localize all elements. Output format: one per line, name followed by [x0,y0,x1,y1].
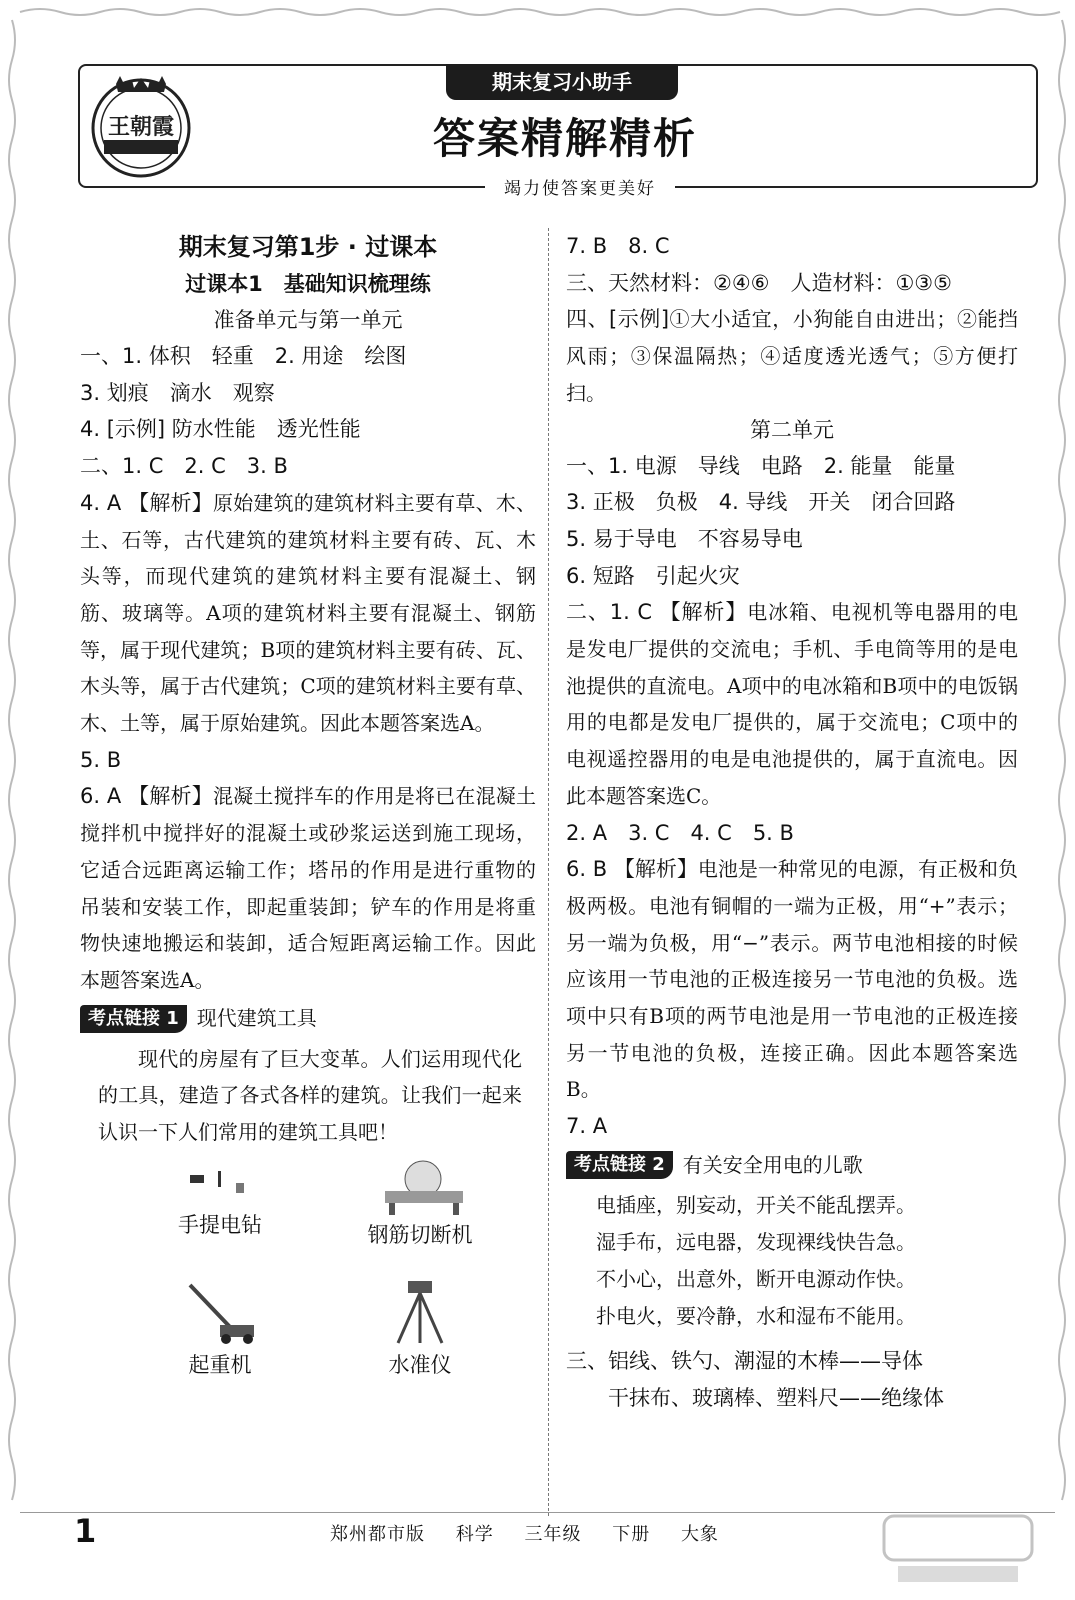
tools-illustrations [80,1157,536,1397]
answer-explanation [566,594,1018,814]
answer-line: 三、铝线、铁勺、潮湿的木棒——导体 [566,1348,923,1373]
answer-line: 3. 划痕 滴水 观察 [80,380,275,405]
hand-drill-icon [180,1157,260,1207]
knowledge-link [80,1003,536,1035]
tool-label: 水准仪 [388,1352,452,1377]
answer-line: 3. 正极 负极 4. 导线 开关 闭合回路 [566,490,956,515]
rhyme-line: 电插座，别妄动，开关不能乱摆弄。 [596,1192,916,1217]
explanation-text: 电冰箱、电视机等电器用的电是发电厂提供的交流电；手机、手电筒等用的是电池提供的直流电。A项中的电冰箱和B项中的电饭锅用的电都是发电厂提供的，属于交流电；C项中的电视遥控器用的电是电池提供的，属于直流电。因此本题答案选C。 [566,600,1018,808]
helper-tag: 期末复习小助手 [446,64,678,100]
level-instrument-icon [380,1277,460,1347]
answer-lead: 四、[示例] [566,307,670,332]
answer-line: 一、1. 电源 导线 电路 2. 能量 能量 [566,453,956,478]
subject: 科学 [455,1524,494,1545]
left-column [80,228,536,1397]
column-divider [548,228,549,1516]
tool-label: 手提电钻 [178,1212,262,1237]
knowledge-link-tag: 考点链接 1 [80,1005,187,1033]
answer-lead: 6. A 【解析】 [80,784,213,809]
tool-rebar-cutter [320,1157,520,1254]
tool-label: 钢筋切断机 [367,1222,473,1247]
tool-level [320,1277,520,1384]
answer-lead: 4. A 【解析】 [80,490,213,515]
answer-line: 2. A 3. C 4. C 5. B [566,820,794,845]
crane-icon [170,1277,270,1347]
slogan: 竭力使答案更美好 [485,174,675,199]
answer-explanation [566,851,1018,1108]
brand-logo [86,70,196,180]
knowledge-link-tag: 考点链接 2 [566,1151,673,1179]
unit-title: 准备单元与第一单元 [213,308,403,332]
knowledge-link-text: 现代的房屋有了巨大变革。人们运用现代化的工具，建造了各式各样的建筑。让我们一起来认识一下人们常用的建筑工具吧！ [98,1046,522,1145]
rhyme-line: 湿手布，远电器，发现裸线快告急。 [596,1229,916,1254]
answer-explanation [80,778,536,998]
explanation-text: ①大小适宜，小狗能自由进出；②能挡风雨；③保温隔热；④适度透光透气；⑤方便打扫。 [566,307,1019,405]
rhyme-line: 不小心，出意外，断开电源动作快。 [596,1266,916,1291]
knowledge-link-title: 有关安全用电的儿歌 [682,1152,863,1177]
answer-line: 6. 短路 引起火灾 [566,563,740,588]
answer-line: 干抹布、玻璃棒、塑料尺——绝缘体 [608,1385,944,1410]
safety-rhyme [566,1187,1018,1335]
answer-line: 5. 易于导电 不容易导电 [566,526,803,551]
explanation-text: 电池是一种常见的电源，有正极和负极两极。电池有铜帽的一端为正极，用“+”表示；另一端为负极，用“−”表示。两节电池相接的时候应该用一节电池的正极连接另一节电池的负极。选项中只有B项的两节电池是用一节电池的正极连接另一节电池的负极，连接正确。因此本题答案选B。 [566,857,1019,1102]
answer-line: 7. A [566,1114,608,1139]
right-column [566,228,1018,1416]
edition: 郑州都市版 [330,1524,425,1545]
page-title: 答案精解精析 [432,114,697,163]
subsection-title: 过课本1 基础知识梳理练 [185,272,431,296]
watermark-logo [878,1508,1038,1588]
answer-explanation [80,485,536,742]
answer-line: 二、1. C 2. C 3. B [80,454,288,479]
tool-hand-drill [140,1157,300,1244]
rhyme-line: 扑电火，要冷静，水和湿布不能用。 [596,1303,916,1328]
logo-text: 王朝霞 [107,114,175,140]
edition-info [330,1520,743,1546]
answer-line: 7. B 8. C [566,234,670,258]
answer-line: 4. [示例] 防水性能 透光性能 [80,417,361,442]
rebar-cutter-icon [365,1157,475,1217]
answer-lead: 6. B 【解析】 [566,857,698,882]
unit-title: 第二单元 [750,417,834,442]
knowledge-link [566,1149,1018,1181]
knowledge-link-title: 现代建筑工具 [196,1006,317,1031]
answer-explanation [566,301,1018,411]
answer-line: 一、1. 体积 轻重 2. 用途 绘图 [80,344,407,368]
answer-line: 三、天然材料：②④⑥ 人造材料：①③⑤ [566,270,952,295]
explanation-text: 原始建筑的建筑材料主要有草、木、土、石等，古代建筑的建筑材料主要有砖、瓦、木头等，而现代建筑的建筑材料主要有混凝土、钢筋、玻璃等。A项的建筑材料主要有混凝土、钢筋等，属于现代建筑；B项的建筑材料主要有砖、瓦、木头等，属于古代建筑；C项的建筑材料主要有草、木、土等，属于原始建筑。因此本题答案选A。 [80,490,536,736]
grade: 三年级 [524,1524,582,1545]
tool-crane [140,1277,300,1384]
page-number: 1 [74,1512,97,1550]
answer-lead: 二、1. C 【解析】 [566,600,748,625]
publisher: 大象 [680,1524,719,1545]
section-title: 期末复习第1步 · 过课本 [178,233,438,261]
term: 下册 [612,1524,651,1545]
answer-line: 5. B [80,747,122,772]
tool-label: 起重机 [188,1352,252,1377]
explanation-text: 混凝土搅拌车的作用是将已在混凝土搅拌机中搅拌好的混凝土或砂浆运送到施工现场，它适合远距离运输工作；塔吊的作用是进行重物的吊装和安装工作，即起重装卸；铲车的作用是将重物快速地搬运和装卸，适合短距离运输工作。因此本题答案选A。 [80,784,536,992]
